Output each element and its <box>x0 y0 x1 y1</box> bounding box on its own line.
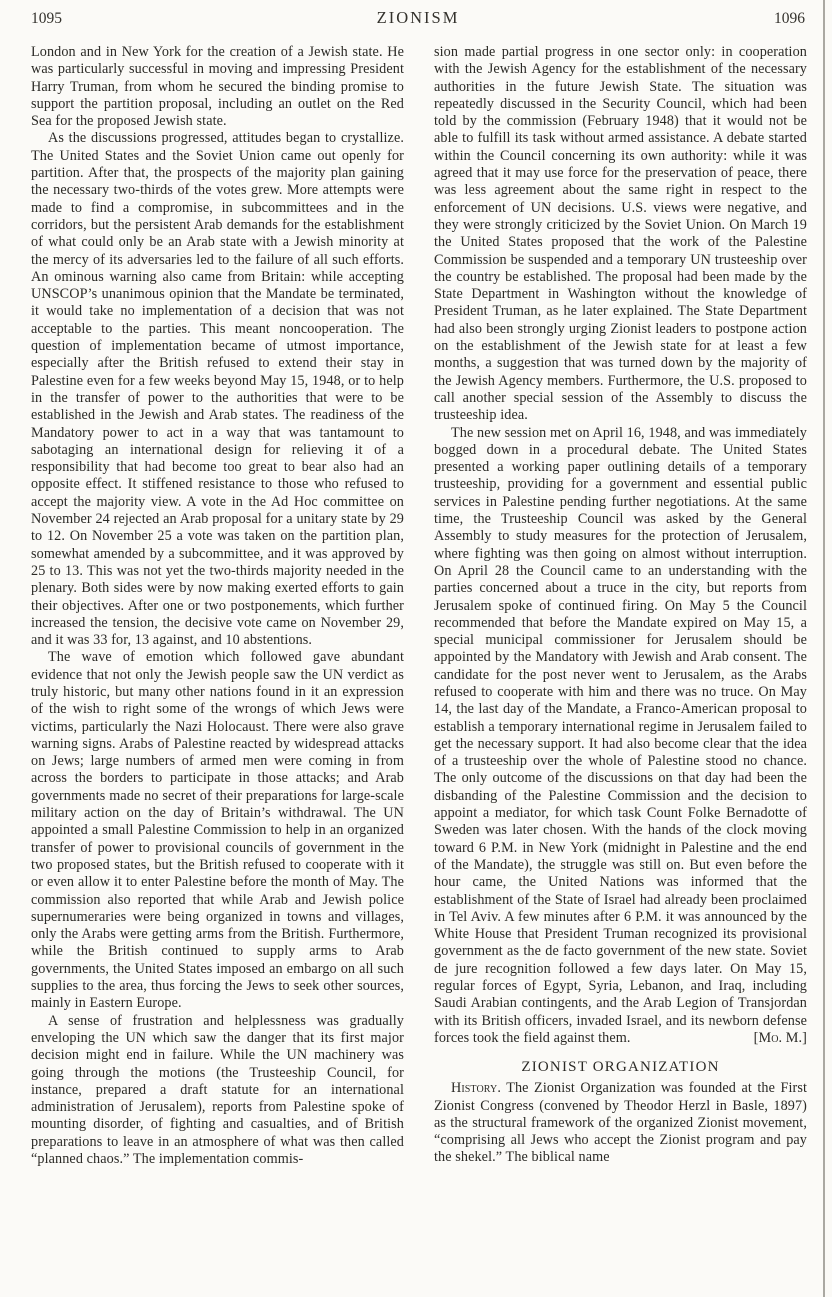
paragraph-text: The new session met on April 16, 1948, and was immediately bogged down in a procedural debate. The United States presented a working paper outlining details of a temporary trusteeship, providing for a government and essential public services in Palestine pending further negotiations. At the same time, the Trusteeship Council was asked by the General Assembly to study measures for the protection of Jerusalem, where fighting was then going on almost without interruption. On April 28 the Council came to an understanding with the parties concerned about a truce in the city, but reports from Jerusalem spoke of continued firing. On May 5 the Council recommended that before the Mandate expired on May 15, a special municipal commissioner for Jerusalem should be appointed by the Mandatory with Jewish and Arab consent. The candidate for the post never went to Jerusalem, as the Arabs refused to cooperate with him and there was no truce. On May 14, the last day of the Mandate, a Franco-American proposal to establish a temporary international regime in Jerusalem failed to get the necessary support. It had also become clear that the idea of a trusteeship over the whole of Palestine stood no chance. The only outcome of the discussions on that day had been the disbanding of the Palestine Commission and the decision to appoint a mediator, for which task Count Folke Bernadotte of Sweden was later chosen. With the hands of the clock moving toward 6 P.M. in New York (midnight in Palestine and the end of the Mandate), the struggle was still on. But even before the hour came, the United Nations was informed that the establishment of the State of Israel had already been proclaimed in Tel Aviv. A few minutes after 6 P.M. it was announced by the White House that President Truman recognized its provisional government as the de facto government of the new state. Soviet de jure recognition followed a few days later. On May 15, regular forces of Egypt, Syria, Lebanon, and Iraq, including Saudi Arabian contingents, and the Arab Legion of Transjordan with its British officers, invaded Israel, and its newborn defense forces took the field against them. <box>434 424 807 1046</box>
paragraph: sion made partial progress in one sector only: in cooperation with the Jewish Agency for the establishment of the necessary authorities in the future Jewish State. The situation was repeatedly discussed in the Security Council, which had been told by the commission (February 1948) that it would not be able to fulfill its task without armed assistance. A debate started within the Council concerning its own authority: while it was agreed that it may use force for the preservation of peace, there was less agreement about the same right in respect to the enforcement of UN decisions. U.S. views were negative, and they were strongly criticized by the Soviet Union. On March 19 the United States proposed that the work of the Palestine Commission be suspended and a temporary UN trusteeship over the country be established. The proposal had been made by the State Department in Washington without the knowledge of President Truman, as he later explained. The State Department had also been strongly urging Zionist leaders to postpone action on the establishment of the Jewish state for at least a few months, a suggestion that was turned down by the majority of the Jewish Agency members. Furthermore, the U.S. proposed to call another special session of the Assembly to discuss the trusteeship idea. <box>434 44 807 424</box>
history-paragraph <box>434 1080 807 1166</box>
two-column-text-block <box>0 44 832 1168</box>
page-number-left: 1095 <box>31 10 62 27</box>
history-text: The Zionist Organization was founded at the First Zionist Congress (convened by Theodor Herzl in Basle, 1897) as the structural framework of the organized Zionist movement, “comprising all Jews who accept the Zionist program and pay the shekel.” The biblical name <box>434 1080 807 1166</box>
running-header <box>0 0 832 28</box>
left-column <box>31 44 404 1168</box>
paragraph-with-attribution <box>434 425 807 1048</box>
paragraph: A sense of frustration and helplessness was gradually enveloping the UN which saw the danger that its first major decision might end in failure. While the UN machinery was going through the motions (the Trusteeship Council, for instance, prepared a draft statute for an international administration of Jerusalem), reports from Palestine spoke of mounting disorder, of fighting and casualties, and of British preparations to leave in an atmosphere of what was then called “planned chaos.” The implementation commis- <box>31 1012 404 1167</box>
paragraph: London and in New York for the creation of a Jewish state. He was particularly successful in moving and impressing President Harry Truman, from whom he secured the binding promise to support the partition proposal, including an outlet on the Red Sea for the proposed Jewish state. <box>31 44 404 130</box>
running-head-title: ZIONISM <box>376 8 460 27</box>
history-label: History. <box>451 1080 501 1097</box>
scan-page-edge-line <box>823 0 825 1297</box>
author-attribution: [Mo. M.] <box>753 1029 807 1046</box>
paragraph: The wave of emotion which followed gave abundant evidence that not only the Jewish people saw the UN verdict as truly historic, but many other nations found in it an expression of the wish to right some of the wrongs of which Jews were victims, particularly the Nazi Holocaust. There were also grave warning signs. Arabs of Palestine reacted by widespread attacks on Jews; large numbers of armed men were coming in from across the borders to participate in those attacks; and Arab governments made no secret of their preparations for large-scale military action on the day of Britain’s withdrawal. The UN appointed a small Palestine Commission to help in an organized transfer of power to provisional councils of government in the two proposed states, but the British refused to cooperate with it or even allow it to enter Palestine before the month of May. The commission also reported that while Arab and Jewish police supernumeraries were being organized in towns and villages, only the Arabs were getting arms from the British. Furthermore, while the British continued to supply arms to Arab governments, the United States imposed an embargo on all such supplies to the area, thus forcing the Jews to seek other sources, mainly in Eastern Europe. <box>31 649 404 1012</box>
right-column <box>434 44 807 1168</box>
paragraph: As the discussions progressed, attitudes began to crystallize. The United States and the Soviet Union came out openly for partition. After that, the prospects of the majority plan gaining the necessary two-thirds of the votes grew. More attempts were made to find a compromise, in subcommittees and in the corridors, but the persistent Arab demands for the establishment of what could only be an Arab state with a Jewish minority at the mercy of its adversaries led to the failure of all such efforts. An ominous warning also came from Britain: while accepting UNSCOP’s unanimous opinion that the Mandate be terminated, it would take no implementation of a decision that was not acceptable to the parties. This meant noncooperation. The question of implementation became of utmost importance, especially after the British refused to extend their stay in Palestine even for a few weeks beyond May 15, 1948, or to help in the transfer of power to the authorities that were to be established in the Jewish and Arab states. The readiness of the Mandatory power to act in a way that was tantamount to sabotaging an international design for relieving it of a responsibility that had become too great to bear also had an opposite effect. It stiffened resistance to those who refused to accept the majority view. A vote in the Ad Hoc committee on November 24 rejected an Arab proposal for a unitary state by 29 to 12. On November 25 a vote was taken on the partition plan, somewhat amended by a subcommittee, and it was approved by 25 to 13. This was not yet the two-thirds majority needed in the plenary. Both sides were by now making exerted efforts to gain their objectives. After one or two postponements, which further increased the tension, the decisive vote came on November 29, and it was 33 for, 13 against, and 10 abstentions. <box>31 130 404 649</box>
section-heading: ZIONIST ORGANIZATION <box>521 1059 720 1076</box>
page-number-right: 1096 <box>774 10 805 27</box>
